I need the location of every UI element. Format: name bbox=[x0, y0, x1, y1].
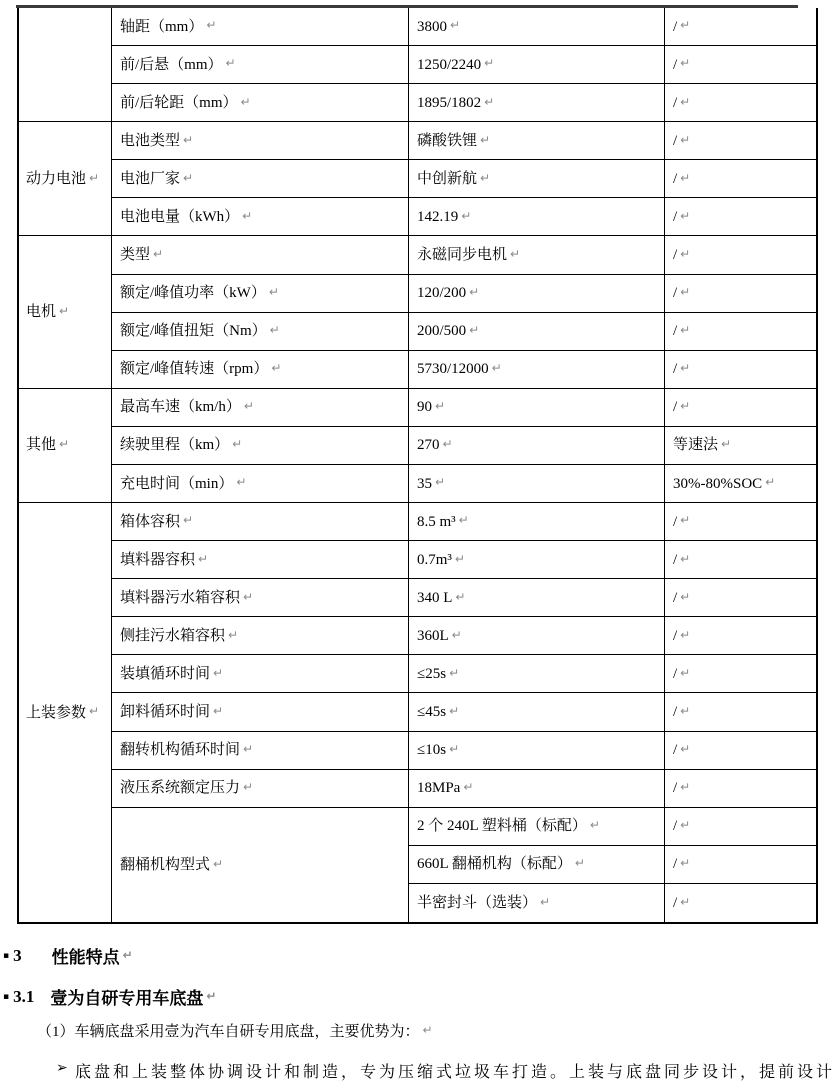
value-cell bbox=[409, 275, 665, 313]
cell-end-marker: ↵ bbox=[225, 56, 236, 71]
cell-end-marker: ↵ bbox=[458, 513, 469, 528]
param-cell bbox=[112, 8, 409, 46]
param-label: 最高车速（km/h） bbox=[120, 399, 241, 416]
param-cell bbox=[112, 313, 409, 351]
value-cell bbox=[409, 693, 665, 731]
cell-end-marker: ↵ bbox=[242, 208, 253, 223]
note-cell bbox=[665, 808, 817, 846]
note-text: / bbox=[673, 894, 678, 911]
note-text: / bbox=[673, 208, 678, 225]
square-bullet-icon: ▪ bbox=[3, 950, 10, 961]
param-cell bbox=[112, 84, 409, 122]
param-label: 续驶里程（km） bbox=[120, 437, 230, 454]
cell-end-marker: ↵ bbox=[680, 856, 691, 871]
note-cell bbox=[665, 313, 817, 351]
note-text: / bbox=[673, 170, 678, 187]
cell-end-marker: ↵ bbox=[271, 361, 282, 376]
cell-end-marker: ↵ bbox=[680, 589, 691, 604]
value-text: ≤10s bbox=[417, 742, 447, 759]
param-label: 卸料循环时间 bbox=[120, 704, 211, 721]
cell-end-marker: ↵ bbox=[680, 513, 691, 528]
cell-end-marker: ↵ bbox=[243, 780, 254, 794]
heading-number: 3 bbox=[13, 945, 22, 965]
value-cell bbox=[409, 770, 665, 808]
note-cell bbox=[665, 46, 817, 84]
cell-end-marker: ↵ bbox=[680, 361, 691, 376]
cell-end-marker: ↵ bbox=[451, 627, 462, 642]
note-cell bbox=[665, 732, 817, 770]
cell-end-marker: ↵ bbox=[461, 208, 472, 223]
note-cell bbox=[665, 884, 817, 922]
cell-end-marker: ↵ bbox=[228, 627, 239, 642]
param-label: 翻桶机构型式 bbox=[120, 856, 211, 873]
param-cell bbox=[112, 122, 409, 160]
cell-end-marker: ↵ bbox=[268, 284, 279, 299]
cell-end-marker: ↵ bbox=[680, 894, 691, 909]
cell-end-marker: ↵ bbox=[59, 303, 70, 318]
cell-end-marker: ↵ bbox=[510, 246, 521, 261]
value-text: 90 bbox=[417, 399, 432, 416]
cell-end-marker: ↵ bbox=[680, 665, 691, 680]
param-cell bbox=[112, 236, 409, 274]
note-text: / bbox=[673, 589, 678, 606]
param-cell bbox=[112, 389, 409, 427]
cell-end-marker: ↵ bbox=[680, 284, 691, 299]
cell-end-marker: ↵ bbox=[721, 437, 732, 452]
cell-end-marker: ↵ bbox=[442, 437, 453, 452]
cell-end-marker: ↵ bbox=[243, 741, 254, 756]
param-cell bbox=[112, 198, 409, 236]
value-cell bbox=[409, 884, 665, 922]
value-text: 200/500 bbox=[417, 323, 467, 340]
note-cell bbox=[665, 465, 817, 503]
category-cell-motor bbox=[19, 236, 112, 388]
value-cell bbox=[409, 808, 665, 846]
note-cell bbox=[665, 122, 817, 160]
value-text: 0.7m³ bbox=[417, 551, 452, 568]
note-text: / bbox=[673, 18, 678, 35]
value-cell bbox=[409, 655, 665, 693]
param-label: 轴距（mm） bbox=[120, 18, 204, 35]
cell-end-marker: ↵ bbox=[680, 94, 691, 109]
value-text: 142.19 bbox=[417, 208, 459, 225]
value-text: 半密封斗（选装） bbox=[417, 894, 538, 911]
param-label: 液压系统额定压力 bbox=[120, 780, 241, 797]
note-text: / bbox=[673, 551, 678, 568]
note-cell bbox=[665, 351, 817, 389]
note-text: / bbox=[673, 513, 678, 530]
cell-end-marker: ↵ bbox=[232, 437, 243, 452]
param-cell bbox=[112, 655, 409, 693]
cell-end-marker: ↵ bbox=[454, 551, 465, 566]
param-cell bbox=[112, 275, 409, 313]
note-cell bbox=[665, 160, 817, 198]
cell-end-marker: ↵ bbox=[213, 665, 224, 680]
param-label: 箱体容积 bbox=[120, 513, 181, 530]
note-text: / bbox=[673, 627, 678, 644]
param-cell bbox=[112, 46, 409, 84]
cell-end-marker: ↵ bbox=[491, 361, 502, 376]
cell-end-marker: ↵ bbox=[89, 170, 100, 185]
note-cell bbox=[665, 579, 817, 617]
cell-end-marker: ↵ bbox=[484, 56, 495, 71]
param-cell bbox=[112, 579, 409, 617]
value-cell bbox=[409, 46, 665, 84]
cell-end-marker: ↵ bbox=[680, 818, 691, 833]
note-cell bbox=[665, 389, 817, 427]
category-label: 其他 bbox=[26, 437, 57, 454]
value-cell bbox=[409, 351, 665, 389]
cell-end-marker: ↵ bbox=[574, 856, 585, 871]
cell-end-marker: ↵ bbox=[484, 94, 495, 109]
value-text: ≤25s bbox=[417, 665, 447, 682]
cell-end-marker: ↵ bbox=[183, 513, 194, 528]
value-text: 5730/12000 bbox=[417, 361, 489, 378]
cell-end-marker: ↵ bbox=[213, 703, 224, 718]
heading-number: 3.1 bbox=[13, 986, 35, 1006]
param-cell bbox=[112, 617, 409, 655]
note-cell bbox=[665, 236, 817, 274]
category-label: 上装参数 bbox=[26, 704, 87, 721]
param-cell bbox=[112, 503, 409, 541]
note-text: / bbox=[673, 94, 678, 111]
value-text: 660L 翻桶机构（标配） bbox=[417, 856, 572, 873]
cell-end-marker: ↵ bbox=[480, 132, 491, 147]
note-cell bbox=[665, 8, 817, 46]
category-cell-other bbox=[19, 389, 112, 503]
value-text: 35 bbox=[417, 475, 432, 492]
cell-end-marker: ↵ bbox=[449, 741, 460, 756]
category-cell-body bbox=[19, 503, 112, 922]
category-label: 动力电池 bbox=[26, 170, 87, 187]
bullet-item-text: 底盘和上装整体协调设计和制造，专为压缩式垃圾车打造。上装与底盘同步设计，提前设计 bbox=[75, 1064, 835, 1081]
note-cell bbox=[665, 846, 817, 884]
note-text: / bbox=[673, 704, 678, 721]
param-cell bbox=[112, 770, 409, 808]
arrow-bullet-icon: ➢ bbox=[56, 1060, 68, 1076]
value-text: ≤45s bbox=[417, 704, 447, 721]
cell-end-marker: ↵ bbox=[469, 323, 480, 337]
param-label: 额定/峰值转速（rpm） bbox=[120, 361, 269, 378]
param-cell bbox=[112, 693, 409, 731]
cell-end-marker: ↵ bbox=[680, 551, 691, 566]
cell-end-marker: ↵ bbox=[765, 475, 776, 490]
value-text: 中创新航 bbox=[417, 170, 478, 187]
value-cell bbox=[409, 427, 665, 465]
value-text: 120/200 bbox=[417, 285, 467, 302]
cell-end-marker: ↵ bbox=[243, 589, 254, 604]
value-cell bbox=[409, 160, 665, 198]
value-cell bbox=[409, 236, 665, 274]
note-cell bbox=[665, 275, 817, 313]
cell-end-marker: ↵ bbox=[680, 208, 691, 223]
value-cell bbox=[409, 617, 665, 655]
paragraph-text: （1）车辆底盘采用壹为汽车自研专用底盘，主要优势为： bbox=[37, 1024, 420, 1040]
note-text: / bbox=[673, 361, 678, 378]
value-text: 3800 bbox=[417, 18, 447, 35]
param-label: 电池类型 bbox=[120, 132, 181, 149]
cell-end-marker: ↵ bbox=[680, 170, 691, 185]
cell-end-marker: ↵ bbox=[480, 170, 491, 185]
paragraph-chassis-intro bbox=[37, 1020, 433, 1041]
value-text: 1250/2240 bbox=[417, 56, 482, 73]
note-text: / bbox=[673, 665, 678, 682]
value-cell bbox=[409, 8, 665, 46]
param-label: 填料器容积 bbox=[120, 551, 196, 568]
cell-end-marker: ↵ bbox=[680, 56, 691, 71]
value-cell bbox=[409, 313, 665, 351]
cell-end-marker: ↵ bbox=[213, 856, 224, 871]
cell-end-marker: ↵ bbox=[680, 18, 691, 33]
param-label: 充电时间（min） bbox=[120, 475, 234, 492]
cell-end-marker: ↵ bbox=[680, 703, 691, 718]
note-text: / bbox=[673, 742, 678, 759]
cell-end-marker: ↵ bbox=[540, 894, 551, 909]
cell-end-marker: ↵ bbox=[89, 704, 100, 719]
cell-end-marker: ↵ bbox=[680, 627, 691, 642]
value-cell bbox=[409, 465, 665, 503]
cell-end-marker: ↵ bbox=[243, 399, 254, 414]
note-cell bbox=[665, 427, 817, 465]
note-cell bbox=[665, 693, 817, 731]
cell-end-marker: ↵ bbox=[680, 399, 691, 414]
note-cell bbox=[665, 655, 817, 693]
param-label: 填料器污水箱容积 bbox=[120, 589, 241, 606]
param-label: 侧挂污水箱容积 bbox=[120, 627, 226, 644]
cell-end-marker: ↵ bbox=[206, 18, 217, 33]
value-cell bbox=[409, 846, 665, 884]
cell-end-marker: ↵ bbox=[183, 170, 194, 185]
note-cell bbox=[665, 84, 817, 122]
note-text: 等速法 bbox=[673, 437, 719, 454]
note-text: 30%-80%SOC bbox=[673, 475, 763, 492]
note-text: / bbox=[673, 247, 678, 264]
cell-end-marker: ↵ bbox=[680, 741, 691, 756]
cell-end-marker: ↵ bbox=[469, 284, 480, 299]
value-text: 1895/1802 bbox=[417, 94, 482, 111]
value-cell bbox=[409, 732, 665, 770]
param-label: 电池电量（kWh） bbox=[120, 208, 240, 225]
cell-end-marker: ↵ bbox=[198, 551, 209, 566]
value-cell bbox=[409, 122, 665, 160]
paragraph-end-marker: ↵ bbox=[122, 947, 133, 962]
value-cell bbox=[409, 389, 665, 427]
paragraph-end-marker: ↵ bbox=[206, 988, 217, 1003]
param-label: 前/后悬（mm） bbox=[120, 56, 223, 73]
cell-end-marker: ↵ bbox=[449, 703, 460, 718]
value-cell bbox=[409, 198, 665, 236]
note-cell bbox=[665, 617, 817, 655]
param-label: 类型 bbox=[120, 247, 151, 264]
spec-table bbox=[17, 8, 818, 924]
value-text: 360L bbox=[417, 627, 449, 644]
note-cell bbox=[665, 503, 817, 541]
square-bullet-icon: ▪ bbox=[3, 991, 10, 1002]
note-cell bbox=[665, 541, 817, 579]
cell-end-marker: ↵ bbox=[463, 780, 474, 794]
section-heading-3 bbox=[3, 943, 133, 968]
value-cell bbox=[409, 541, 665, 579]
heading-title: 壹为自研专用车底盘 bbox=[50, 989, 204, 1008]
cell-end-marker: ↵ bbox=[236, 475, 247, 490]
param-label: 额定/峰值功率（kW） bbox=[120, 285, 266, 302]
param-cell-merged bbox=[112, 808, 409, 922]
param-cell bbox=[112, 351, 409, 389]
param-label: 翻转机构循环时间 bbox=[120, 742, 241, 759]
param-cell bbox=[112, 465, 409, 503]
section-heading-3-1 bbox=[3, 984, 216, 1009]
cell-end-marker: ↵ bbox=[435, 399, 446, 414]
value-text: 340 L bbox=[417, 589, 453, 606]
cell-end-marker: ↵ bbox=[680, 246, 691, 261]
param-cell bbox=[112, 160, 409, 198]
heading-title: 性能特点 bbox=[51, 948, 120, 967]
value-text: 2 个 240L 塑料桶（标配） bbox=[417, 818, 587, 835]
category-label: 电机 bbox=[26, 304, 57, 321]
param-label: 额定/峰值扭矩（Nm） bbox=[120, 323, 267, 340]
value-text: 永磁同步电机 bbox=[417, 247, 508, 264]
note-text: / bbox=[673, 856, 678, 873]
note-text: / bbox=[673, 285, 678, 302]
param-label: 前/后轮距（mm） bbox=[120, 94, 238, 111]
note-text: / bbox=[673, 323, 678, 340]
note-cell bbox=[665, 770, 817, 808]
note-cell bbox=[665, 198, 817, 236]
param-cell bbox=[112, 427, 409, 465]
cell-end-marker: ↵ bbox=[59, 437, 70, 452]
value-text: 270 bbox=[417, 437, 440, 454]
cell-end-marker: ↵ bbox=[455, 589, 466, 604]
cell-end-marker: ↵ bbox=[240, 94, 251, 109]
param-label: 装填循环时间 bbox=[120, 665, 211, 682]
cell-end-marker: ↵ bbox=[435, 475, 446, 490]
note-text: / bbox=[673, 399, 678, 416]
param-label: 电池厂家 bbox=[120, 170, 181, 187]
cell-end-marker: ↵ bbox=[680, 132, 691, 147]
note-text: / bbox=[673, 780, 678, 797]
cell-end-marker: ↵ bbox=[183, 132, 194, 147]
category-cell-battery bbox=[19, 122, 112, 236]
value-cell bbox=[409, 503, 665, 541]
value-cell bbox=[409, 84, 665, 122]
value-cell bbox=[409, 579, 665, 617]
cell-end-marker: ↵ bbox=[450, 18, 461, 33]
value-text: 8.5 m³ bbox=[417, 513, 456, 530]
cell-end-marker: ↵ bbox=[153, 246, 164, 261]
category-cell-empty bbox=[19, 8, 112, 122]
note-text: / bbox=[673, 56, 678, 73]
value-text: 18MPa bbox=[417, 780, 461, 797]
cell-end-marker: ↵ bbox=[449, 665, 460, 680]
cell-end-marker: ↵ bbox=[680, 780, 691, 794]
param-cell bbox=[112, 732, 409, 770]
note-text: / bbox=[673, 818, 678, 835]
note-text: / bbox=[673, 132, 678, 149]
cell-end-marker: ↵ bbox=[680, 323, 691, 337]
cell-end-marker: ↵ bbox=[269, 323, 280, 337]
value-text: 磷酸铁锂 bbox=[417, 132, 478, 149]
paragraph-end-marker: ↵ bbox=[422, 1022, 433, 1037]
param-cell bbox=[112, 541, 409, 579]
cell-end-marker: ↵ bbox=[589, 818, 600, 833]
